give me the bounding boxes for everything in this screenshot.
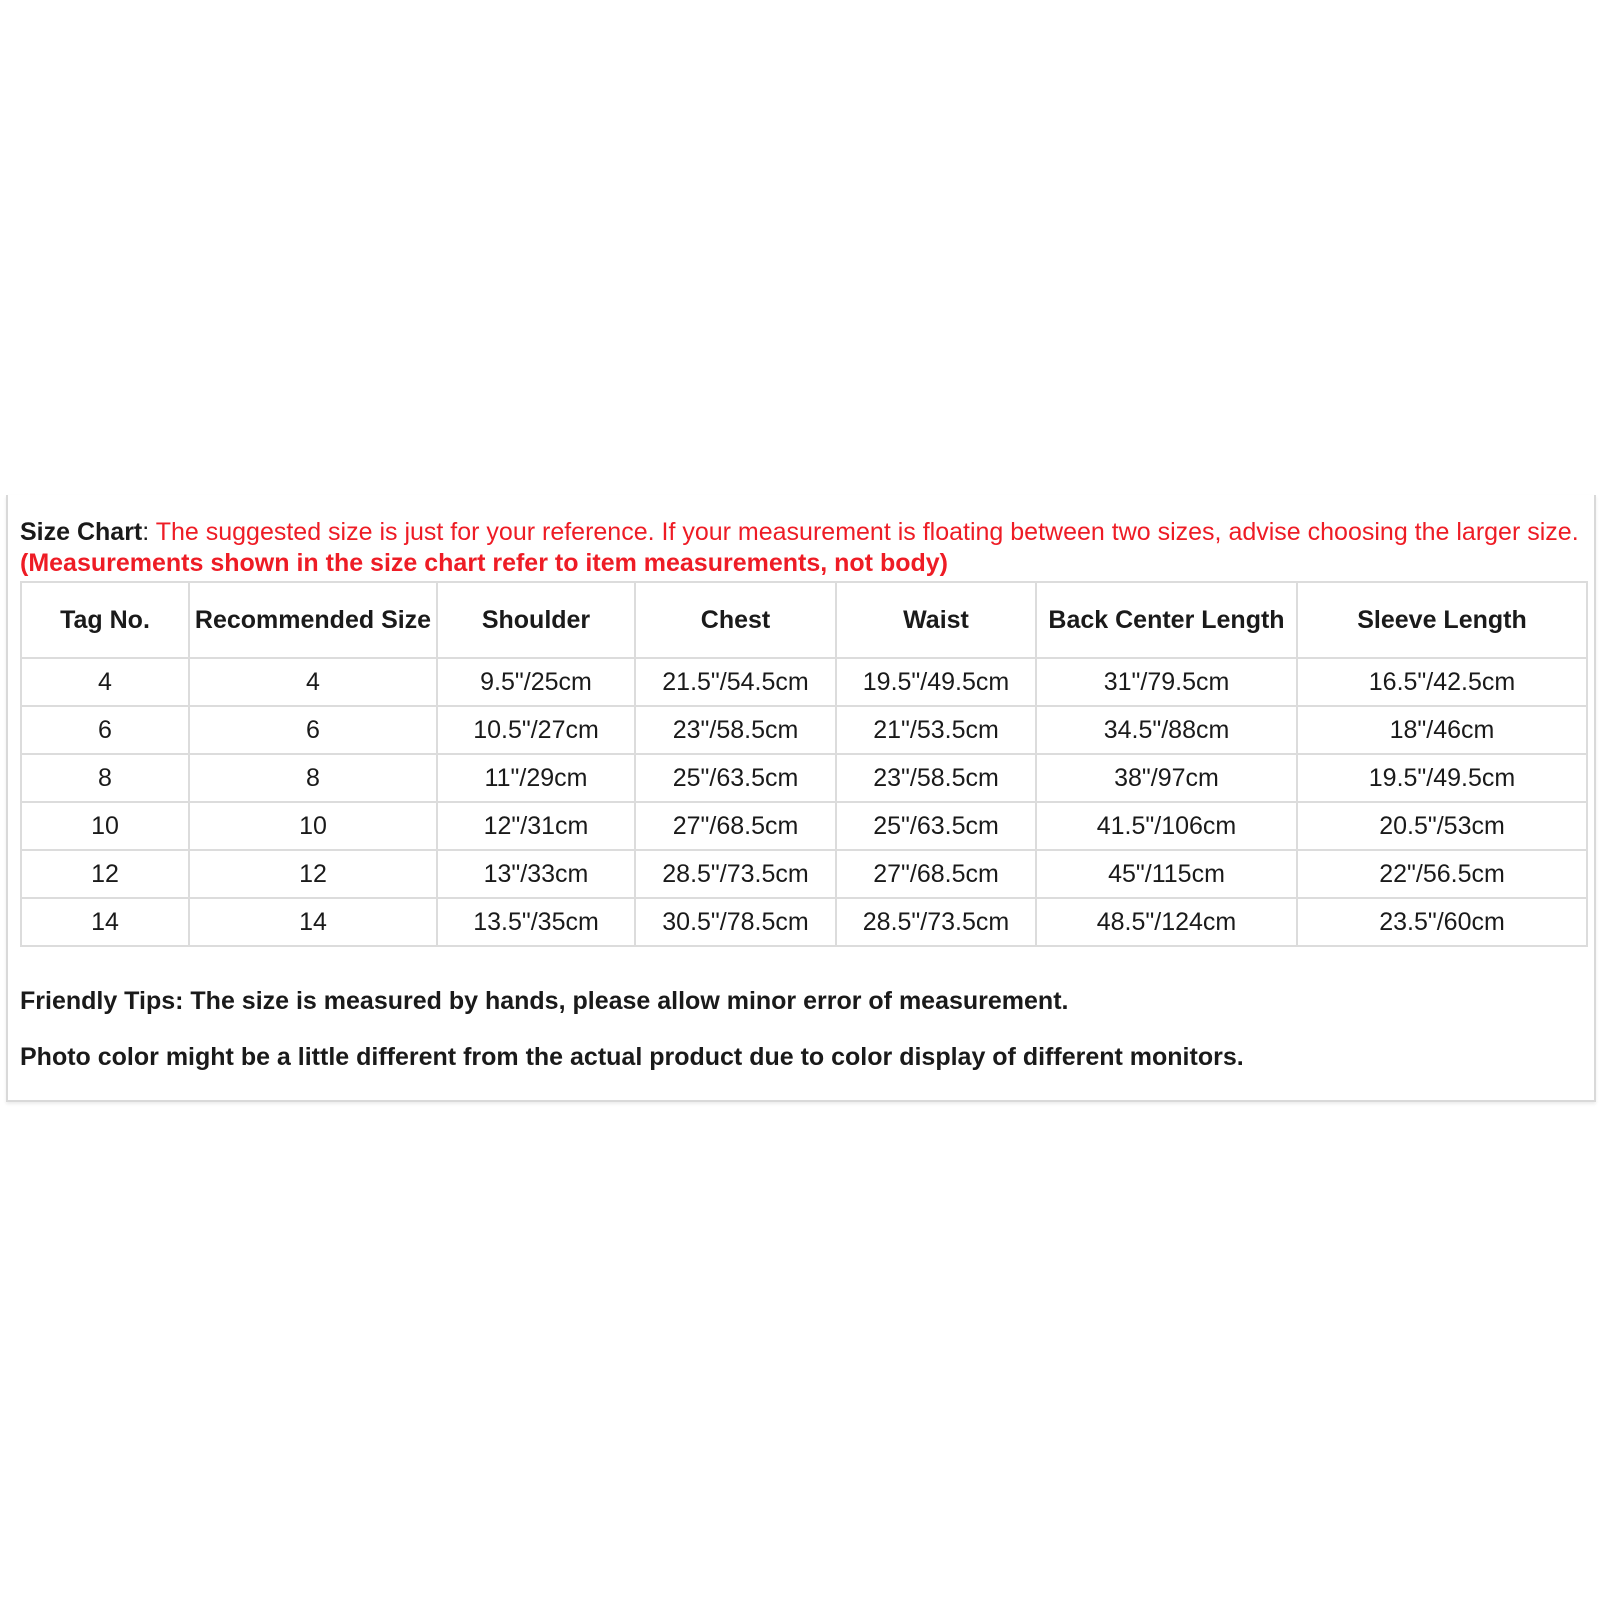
table-row bbox=[21, 658, 1587, 706]
cell-chest: 27"/68.5cm bbox=[635, 802, 836, 850]
cell-tag-no: 4 bbox=[21, 658, 189, 706]
size-chart-intro bbox=[20, 517, 1585, 579]
header-recommended-size: Recommended Size bbox=[189, 582, 437, 658]
cell-waist: 19.5"/49.5cm bbox=[836, 658, 1036, 706]
cell-waist: 27"/68.5cm bbox=[836, 850, 1036, 898]
cell-sleeve-length: 16.5"/42.5cm bbox=[1297, 658, 1587, 706]
cell-recommended-size: 8 bbox=[189, 754, 437, 802]
measurement-note: (Measurements shown in the size chart refer to item measurements, not body) bbox=[20, 549, 948, 577]
cell-shoulder: 12"/31cm bbox=[437, 802, 635, 850]
cell-shoulder: 9.5"/25cm bbox=[437, 658, 635, 706]
cell-waist: 25"/63.5cm bbox=[836, 802, 1036, 850]
cell-sleeve-length: 22"/56.5cm bbox=[1297, 850, 1587, 898]
cell-sleeve-length: 18"/46cm bbox=[1297, 706, 1587, 754]
header-waist: Waist bbox=[836, 582, 1036, 658]
cell-tag-no: 12 bbox=[21, 850, 189, 898]
size-chart-colon: : bbox=[142, 518, 150, 546]
photo-color-note: Photo color might be a little different from the actual product due to color display of different monitors. bbox=[20, 1043, 1244, 1071]
cell-tag-no: 8 bbox=[21, 754, 189, 802]
cell-chest: 28.5"/73.5cm bbox=[635, 850, 836, 898]
header-tag-no: Tag No. bbox=[21, 582, 189, 658]
cell-waist: 23"/58.5cm bbox=[836, 754, 1036, 802]
cell-chest: 23"/58.5cm bbox=[635, 706, 836, 754]
cell-recommended-size: 12 bbox=[189, 850, 437, 898]
header-shoulder: Shoulder bbox=[437, 582, 635, 658]
header-back-center-length: Back Center Length bbox=[1036, 582, 1297, 658]
header-sleeve-length: Sleeve Length bbox=[1297, 582, 1587, 658]
friendly-tips: Friendly Tips: The size is measured by hands, please allow minor error of measurement. bbox=[20, 987, 1069, 1015]
cell-shoulder: 10.5"/27cm bbox=[437, 706, 635, 754]
cell-back-center-length: 38"/97cm bbox=[1036, 754, 1297, 802]
cell-waist: 21"/53.5cm bbox=[836, 706, 1036, 754]
cell-waist: 28.5"/73.5cm bbox=[836, 898, 1036, 946]
cell-tag-no: 6 bbox=[21, 706, 189, 754]
cell-tag-no: 10 bbox=[21, 802, 189, 850]
cell-tag-no: 14 bbox=[21, 898, 189, 946]
size-chart-label: Size Chart bbox=[20, 518, 143, 546]
cell-sleeve-length: 19.5"/49.5cm bbox=[1297, 754, 1587, 802]
header-chest: Chest bbox=[635, 582, 836, 658]
table-row bbox=[21, 754, 1587, 802]
cell-shoulder: 13"/33cm bbox=[437, 850, 635, 898]
table-header-row bbox=[21, 582, 1587, 658]
cell-back-center-length: 45"/115cm bbox=[1036, 850, 1297, 898]
cell-chest: 30.5"/78.5cm bbox=[635, 898, 836, 946]
cell-back-center-length: 34.5"/88cm bbox=[1036, 706, 1297, 754]
table-row bbox=[21, 802, 1587, 850]
cell-recommended-size: 6 bbox=[189, 706, 437, 754]
cell-recommended-size: 10 bbox=[189, 802, 437, 850]
cell-chest: 25"/63.5cm bbox=[635, 754, 836, 802]
cell-shoulder: 13.5"/35cm bbox=[437, 898, 635, 946]
cell-back-center-length: 31"/79.5cm bbox=[1036, 658, 1297, 706]
cell-back-center-length: 41.5"/106cm bbox=[1036, 802, 1297, 850]
cell-sleeve-length: 20.5"/53cm bbox=[1297, 802, 1587, 850]
size-table bbox=[20, 581, 1588, 947]
cell-sleeve-length: 23.5"/60cm bbox=[1297, 898, 1587, 946]
cell-recommended-size: 14 bbox=[189, 898, 437, 946]
table-row bbox=[21, 898, 1587, 946]
cell-chest: 21.5"/54.5cm bbox=[635, 658, 836, 706]
table-row bbox=[21, 850, 1587, 898]
size-reference-note: The suggested size is just for your reference. If your measurement is floating between two sizes, advise choosing the larger size. bbox=[149, 518, 1579, 546]
cell-back-center-length: 48.5"/124cm bbox=[1036, 898, 1297, 946]
table-row bbox=[21, 706, 1587, 754]
cell-shoulder: 11"/29cm bbox=[437, 754, 635, 802]
size-chart-panel bbox=[6, 495, 1596, 1102]
cell-recommended-size: 4 bbox=[189, 658, 437, 706]
